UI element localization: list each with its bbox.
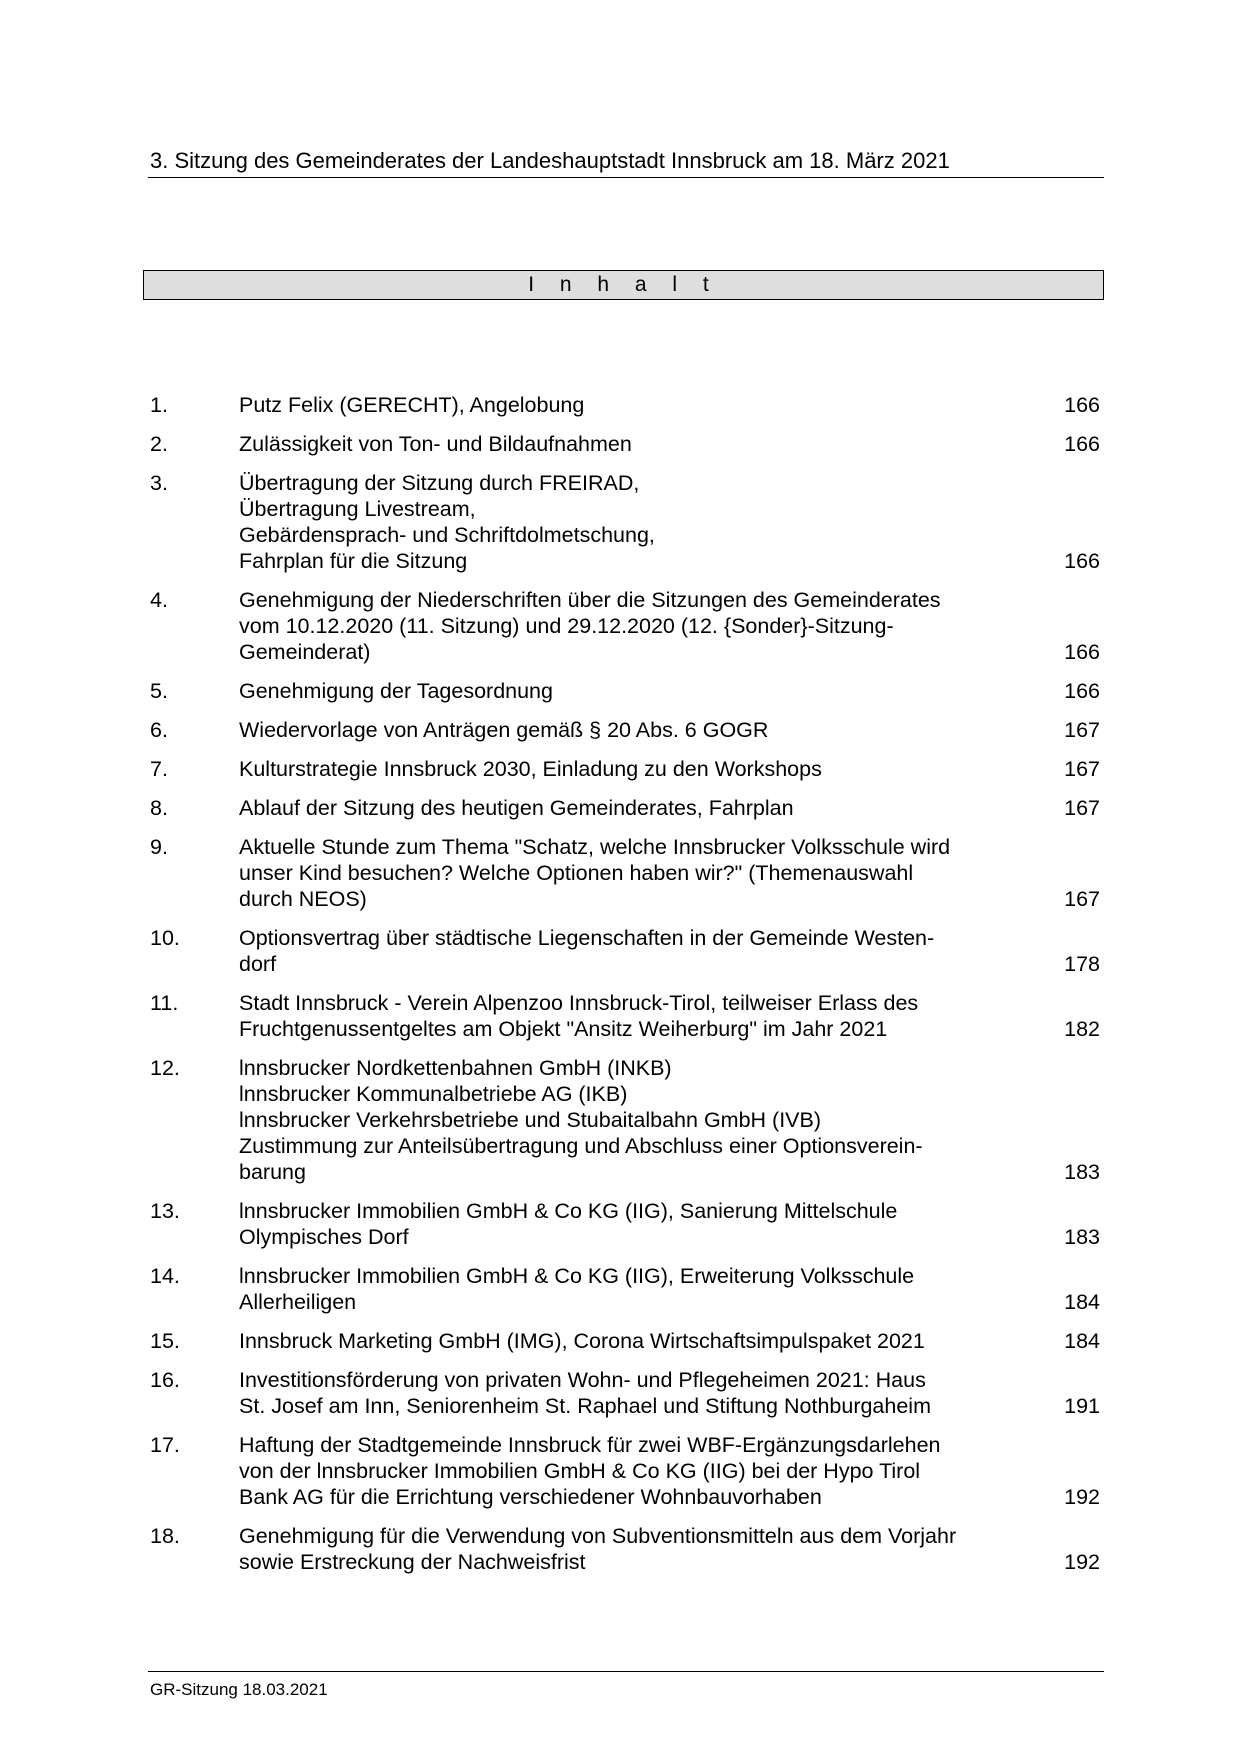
toc-entry-title-line: Bank AG für die Errichtung verschiedener Wohnbauvorhaben (239, 1485, 822, 1509)
toc-entry-title-line: Innsbruck Marketing GmbH (IMG), Corona Wirtschaftsimpulspaket 2021 (239, 1329, 925, 1353)
toc-entry (150, 392, 1100, 418)
toc-entry-title-line: Wiedervorlage von Anträgen gemäß § 20 Abs. 6 GOGR (239, 718, 769, 742)
toc-entry-page-number: 192 (1064, 1485, 1100, 1509)
toc-entry-title-line: Zulässigkeit von Ton- und Bildaufnahmen (239, 432, 632, 456)
toc-entry (150, 1432, 1100, 1510)
toc-entry (150, 717, 1100, 743)
toc-entry (150, 1198, 1100, 1250)
toc-entry-title (239, 990, 1030, 1042)
contents-title: I n h a l t (528, 273, 719, 296)
toc-entry-title-line: dorf (239, 952, 277, 976)
toc-entry-title (239, 587, 1030, 665)
toc-entry-page-number: 167 (1064, 887, 1100, 911)
toc-entry (150, 1263, 1100, 1315)
toc-entry-number: 14. (150, 1264, 180, 1288)
toc-entry-title-line: Fahrplan für die Sitzung (239, 549, 468, 573)
toc-entry (150, 925, 1100, 977)
toc-entry-title-line: lnnsbrucker Kommunalbetriebe AG (IKB) (239, 1082, 628, 1106)
toc-entry-title (239, 1367, 1030, 1419)
toc-entry (150, 756, 1100, 782)
toc-entry-number: 2. (150, 432, 168, 456)
toc-entry-number: 9. (150, 835, 168, 859)
toc-entry-title-line: Fruchtgenussentgeltes am Objekt "Ansitz Weiherburg" im Jahr 2021 (239, 1017, 888, 1041)
toc-entry-page-number: 166 (1064, 549, 1100, 573)
toc-entry (150, 678, 1100, 704)
toc-entry-number: 7. (150, 757, 168, 781)
toc-entry (150, 834, 1100, 912)
toc-entry-title-line: unser Kind besuchen? Welche Optionen haben wir?" (Themenauswahl (239, 861, 914, 885)
toc-entry-number: 8. (150, 796, 168, 820)
toc-entry-number: 18. (150, 1524, 180, 1548)
toc-entry-title-line: vom 10.12.2020 (11. Sitzung) und 29.12.2020 (12. {Sonder}-Sitzung- (239, 614, 894, 638)
toc-entry-title-line: lnnsbrucker Nordkettenbahnen GmbH (INKB) (239, 1056, 672, 1080)
toc-entry-number: 12. (150, 1056, 180, 1080)
toc-entry-title (239, 1432, 1030, 1510)
toc-entry-title-line: Genehmigung für die Verwendung von Subventionsmitteln aus dem Vorjahr (239, 1524, 957, 1548)
toc-entry (150, 431, 1100, 457)
toc-entry-page-number: 166 (1064, 393, 1100, 417)
toc-entry-page-number: 178 (1064, 952, 1100, 976)
page-footer (148, 1671, 1104, 1700)
toc-entry-number: 10. (150, 926, 180, 950)
toc-entry (150, 1523, 1100, 1575)
table-of-contents (150, 392, 1100, 1588)
toc-entry-title-line: Kulturstrategie Innsbruck 2030, Einladung zu den Workshops (239, 757, 822, 781)
page-footer-text: GR-Sitzung 18.03.2021 (150, 1680, 328, 1699)
toc-entry-number: 1. (150, 393, 168, 417)
toc-entry-page-number: 182 (1064, 1017, 1100, 1041)
toc-entry-title (239, 834, 1030, 912)
toc-entry-number: 17. (150, 1433, 180, 1457)
toc-entry-title-line: Haftung der Stadtgemeinde Innsbruck für zwei WBF-Ergänzungsdarlehen (239, 1433, 941, 1457)
toc-entry-page-number: 166 (1064, 432, 1100, 456)
toc-entry-title-line: lnnsbrucker Immobilien GmbH & Co KG (IIG), Erweiterung Volksschule (239, 1264, 915, 1288)
toc-entry-page-number: 184 (1064, 1290, 1100, 1314)
toc-entry-number: 15. (150, 1329, 180, 1353)
page-header (148, 148, 1104, 178)
toc-entry-page-number: 184 (1064, 1329, 1100, 1353)
toc-entry-title-line: sowie Erstreckung der Nachweisfrist (239, 1550, 586, 1574)
toc-entry-title (239, 756, 1030, 782)
toc-entry-page-number: 183 (1064, 1225, 1100, 1249)
toc-entry-title-line: Allerheiligen (239, 1290, 357, 1314)
toc-entry-title-line: Zustimmung zur Anteilsübertragung und Abschluss einer Optionsverein- (239, 1134, 923, 1158)
toc-entry-title-line: Stadt Innsbruck - Verein Alpenzoo Innsbruck-Tirol, teilweiser Erlass des (239, 991, 919, 1015)
toc-entry-title-line: Gebärdensprach- und Schriftdolmetschung, (239, 523, 655, 547)
toc-entry-title-line: durch NEOS) (239, 887, 367, 911)
toc-entry-page-number: 167 (1064, 757, 1100, 781)
toc-entry-title-line: Olympisches Dorf (239, 1225, 409, 1249)
toc-entry-page-number: 191 (1064, 1394, 1100, 1418)
toc-entry (150, 1328, 1100, 1354)
toc-entry-number: 5. (150, 679, 168, 703)
toc-entry (150, 990, 1100, 1042)
toc-entry-title (239, 1328, 1030, 1354)
toc-entry-title (239, 1523, 1030, 1575)
contents-title-box (143, 270, 1104, 300)
toc-entry-number: 4. (150, 588, 168, 612)
toc-entry-page-number: 167 (1064, 718, 1100, 742)
toc-entry-title-line: Putz Felix (GERECHT), Angelobung (239, 393, 585, 417)
toc-entry (150, 795, 1100, 821)
toc-entry-title-line: St. Josef am Inn, Seniorenheim St. Raphael und Stiftung Nothburgaheim (239, 1394, 931, 1418)
toc-entry (150, 587, 1100, 665)
toc-entry-number: 6. (150, 718, 168, 742)
toc-entry-title-line: Gemeinderat) (239, 640, 371, 664)
toc-entry-title-line: Genehmigung der Tagesordnung (239, 679, 553, 703)
toc-entry-title-line: barung (239, 1160, 306, 1184)
toc-entry (150, 1055, 1100, 1185)
toc-entry-page-number: 192 (1064, 1550, 1100, 1574)
toc-entry-page-number: 166 (1064, 640, 1100, 664)
toc-entry-title-line: Übertragung Livestream, (239, 497, 476, 521)
toc-entry-number: 13. (150, 1199, 180, 1223)
toc-entry (150, 470, 1100, 574)
toc-entry-title (239, 1055, 1030, 1185)
toc-entry-title-line: Investitionsförderung von privaten Wohn- und Pflegeheimen 2021: Haus (239, 1368, 926, 1392)
toc-entry-title-line: lnnsbrucker Immobilien GmbH & Co KG (IIG), Sanierung Mittelschule (239, 1199, 898, 1223)
toc-entry-title (239, 1198, 1030, 1250)
toc-entry-title (239, 470, 1030, 574)
toc-entry-page-number: 183 (1064, 1160, 1100, 1184)
toc-entry-title-line: Aktuelle Stunde zum Thema "Schatz, welche Innsbrucker Volksschule wird (239, 835, 951, 859)
page-header-title: 3. Sitzung des Gemeinderates der Landeshauptstadt Innsbruck am 18. März 2021 (150, 148, 950, 173)
toc-entry-title-line: Übertragung der Sitzung durch FREIRAD, (239, 471, 640, 495)
toc-entry-title (239, 678, 1030, 704)
toc-entry-title (239, 925, 1030, 977)
toc-entry-title (239, 392, 1030, 418)
toc-entry-number: 11. (150, 991, 179, 1015)
toc-entry-title (239, 1263, 1030, 1315)
toc-entry-title (239, 795, 1030, 821)
toc-entry-title (239, 717, 1030, 743)
toc-entry-title (239, 431, 1030, 457)
toc-entry-title-line: Genehmigung der Niederschriften über die Sitzungen des Gemeinderates (239, 588, 941, 612)
toc-entry-title-line: lnnsbrucker Verkehrsbetriebe und Stubaitalbahn GmbH (IVB) (239, 1108, 822, 1132)
toc-entry-title-line: von der lnnsbrucker Immobilien GmbH & Co KG (IIG) bei der Hypo Tirol (239, 1459, 921, 1483)
toc-entry-number: 16. (150, 1368, 180, 1392)
toc-entry-page-number: 167 (1064, 796, 1100, 820)
toc-entry (150, 1367, 1100, 1419)
toc-entry-title-line: Optionsvertrag über städtische Liegenschaften in der Gemeinde Westen- (239, 926, 935, 950)
toc-entry-title-line: Ablauf der Sitzung des heutigen Gemeinderates, Fahrplan (239, 796, 794, 820)
toc-entry-page-number: 166 (1064, 679, 1100, 703)
toc-entry-number: 3. (150, 471, 168, 495)
